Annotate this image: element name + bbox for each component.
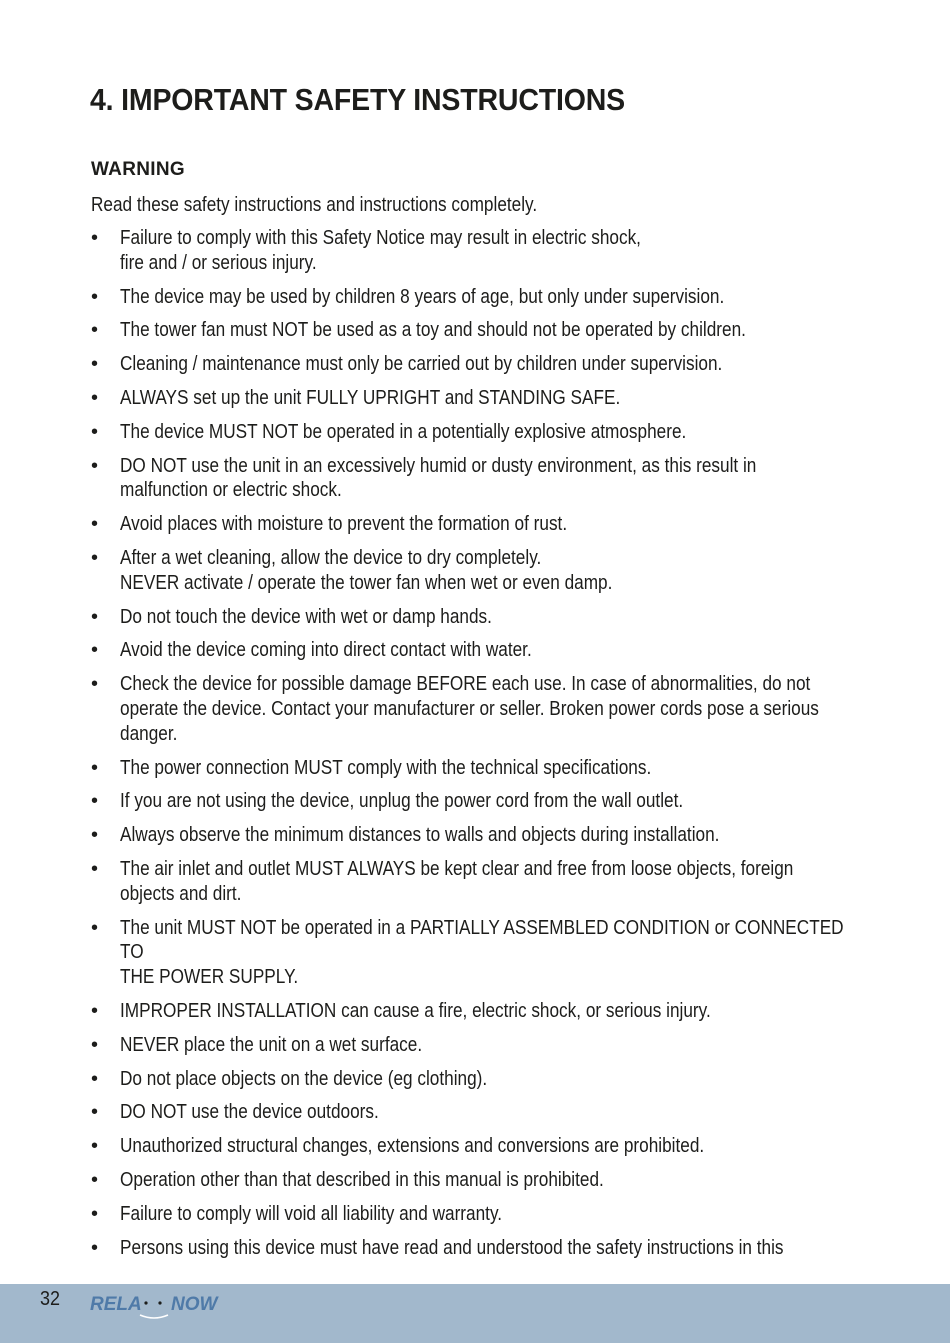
safety-instruction-item bbox=[91, 999, 950, 1024]
brand-logo-left: RELA bbox=[90, 1294, 142, 1315]
safety-instruction-text: The unit MUST NOT be operated in a PARTIALLY ASSEMBLED CONDITION or CONNECTED TO THE POWER SUPPLY. bbox=[120, 916, 844, 989]
safety-instruction-text: The power connection MUST comply with the technical specifications. bbox=[120, 756, 652, 779]
safety-instruction-text: NEVER place the unit on a wet surface. bbox=[120, 1033, 423, 1056]
safety-instruction-text: Cleaning / maintenance must only be carried out by children under supervision. bbox=[120, 353, 723, 376]
bullet-icon: • bbox=[91, 857, 99, 880]
safety-instruction-item bbox=[91, 1236, 950, 1261]
bullet-icon: • bbox=[91, 420, 99, 443]
bullet-icon: • bbox=[91, 1101, 99, 1124]
safety-instruction-item bbox=[91, 454, 950, 504]
bullet-icon: • bbox=[91, 1033, 99, 1056]
safety-instruction-item bbox=[91, 420, 950, 445]
logo-dot-icon bbox=[158, 1301, 161, 1304]
safety-instruction-text: Do not touch the device with wet or damp hands. bbox=[120, 605, 492, 628]
safety-instructions-list bbox=[91, 226, 950, 1269]
safety-instruction-text: Check the device for possible damage BEFORE each use. In case of abnormalities, do not operate the device. Contact your manufacturer or seller. Broken power cords pose a serious danger. bbox=[120, 673, 819, 745]
safety-instruction-item bbox=[91, 1202, 950, 1227]
safety-instruction-text: DO NOT use the unit in an excessively humid or dusty environment, as this result in malfunction or electric shock. bbox=[120, 454, 757, 502]
safety-instruction-text: After a wet cleaning, allow the device to dry completely. NEVER activate / operate the tower fan when wet or even damp. bbox=[120, 546, 613, 594]
safety-instruction-text: If you are not using the device, unplug the power cord from the wall outlet. bbox=[120, 790, 684, 813]
safety-instruction-item bbox=[91, 318, 950, 343]
safety-instruction-text: The device may be used by children 8 years of age, but only under supervision. bbox=[120, 285, 725, 308]
safety-instruction-item bbox=[91, 546, 950, 596]
brand-logo bbox=[88, 1290, 228, 1320]
bullet-icon: • bbox=[91, 916, 99, 939]
safety-instruction-item bbox=[91, 916, 950, 990]
page-number: 32 bbox=[40, 1288, 61, 1310]
bullet-icon: • bbox=[91, 1236, 99, 1259]
safety-instruction-text: DO NOT use the device outdoors. bbox=[120, 1101, 379, 1124]
bullet-icon: • bbox=[91, 386, 99, 409]
safety-instruction-item bbox=[91, 352, 950, 377]
safety-instruction-text: Unauthorized structural changes, extensions and conversions are prohibited. bbox=[120, 1135, 705, 1158]
bullet-icon: • bbox=[91, 605, 99, 628]
safety-instruction-text: Persons using this device must have read and understood the safety instructions in this bbox=[120, 1236, 784, 1259]
safety-instruction-item bbox=[91, 672, 950, 746]
bullet-icon: • bbox=[91, 1135, 99, 1158]
safety-instruction-text: Operation other than that described in this manual is prohibited. bbox=[120, 1168, 604, 1191]
safety-instruction-item bbox=[91, 285, 950, 310]
bullet-icon: • bbox=[91, 999, 99, 1022]
logo-wave-icon bbox=[140, 1315, 168, 1318]
safety-instruction-item bbox=[91, 1033, 950, 1058]
safety-instruction-text: IMPROPER INSTALLATION can cause a fire, electric shock, or serious injury. bbox=[120, 999, 711, 1022]
bullet-icon: • bbox=[91, 639, 99, 662]
bullet-icon: • bbox=[91, 1168, 99, 1191]
safety-instruction-item bbox=[91, 1168, 950, 1193]
bullet-icon: • bbox=[91, 319, 99, 342]
brand-logo-right: NOW bbox=[171, 1294, 218, 1315]
safety-instruction-item bbox=[91, 638, 950, 663]
safety-instruction-text: Avoid the device coming into direct contact with water. bbox=[120, 639, 532, 662]
safety-instruction-item bbox=[91, 1134, 950, 1159]
bullet-icon: • bbox=[91, 1202, 99, 1225]
safety-instruction-text: Always observe the minimum distances to walls and objects during installation. bbox=[120, 824, 720, 847]
safety-instruction-text: Failure to comply with this Safety Notice may result in electric shock, fire and / or serious injury. bbox=[120, 227, 641, 274]
safety-instruction-item bbox=[91, 605, 950, 630]
safety-instruction-text: Avoid places with moisture to prevent the formation of rust. bbox=[120, 513, 568, 536]
safety-instruction-text: The tower fan must NOT be used as a toy and should not be operated by children. bbox=[120, 319, 746, 342]
bullet-icon: • bbox=[91, 546, 99, 569]
bullet-icon: • bbox=[91, 673, 99, 696]
bullet-icon: • bbox=[91, 513, 99, 536]
bullet-icon: • bbox=[91, 1067, 99, 1090]
bullet-icon: • bbox=[91, 790, 99, 813]
bullet-icon: • bbox=[91, 756, 99, 779]
safety-instruction-item bbox=[91, 756, 950, 781]
bullet-icon: • bbox=[91, 454, 99, 477]
safety-instruction-item bbox=[91, 857, 950, 907]
bullet-icon: • bbox=[91, 353, 99, 376]
safety-instruction-item bbox=[91, 1100, 950, 1125]
safety-instruction-item bbox=[91, 512, 950, 537]
safety-instruction-item bbox=[91, 823, 950, 848]
safety-instruction-text: ALWAYS set up the unit FULLY UPRIGHT and STANDING SAFE. bbox=[120, 386, 621, 409]
safety-instruction-text: The air inlet and outlet MUST ALWAYS be kept clear and free from loose objects, foreign objects and dirt. bbox=[120, 857, 794, 905]
safety-instruction-text: Failure to comply will void all liability and warranty. bbox=[120, 1202, 503, 1225]
bullet-icon: • bbox=[91, 285, 99, 308]
bullet-icon: • bbox=[91, 824, 99, 847]
bullet-icon: • bbox=[91, 227, 99, 249]
safety-instruction-item bbox=[91, 789, 950, 814]
safety-instruction-text: The device MUST NOT be operated in a potentially explosive atmosphere. bbox=[120, 420, 687, 443]
safety-instruction-item bbox=[91, 226, 950, 276]
intro-text: Read these safety instructions and instructions completely. bbox=[91, 194, 538, 216]
page-title: 4. IMPORTANT SAFETY INSTRUCTIONS bbox=[90, 82, 625, 117]
warning-heading: WARNING bbox=[91, 159, 185, 180]
safety-instruction-text: Do not place objects on the device (eg clothing). bbox=[120, 1067, 488, 1090]
logo-dot-icon bbox=[144, 1301, 147, 1304]
safety-instruction-item bbox=[91, 386, 950, 411]
safety-instruction-item bbox=[91, 1067, 950, 1092]
